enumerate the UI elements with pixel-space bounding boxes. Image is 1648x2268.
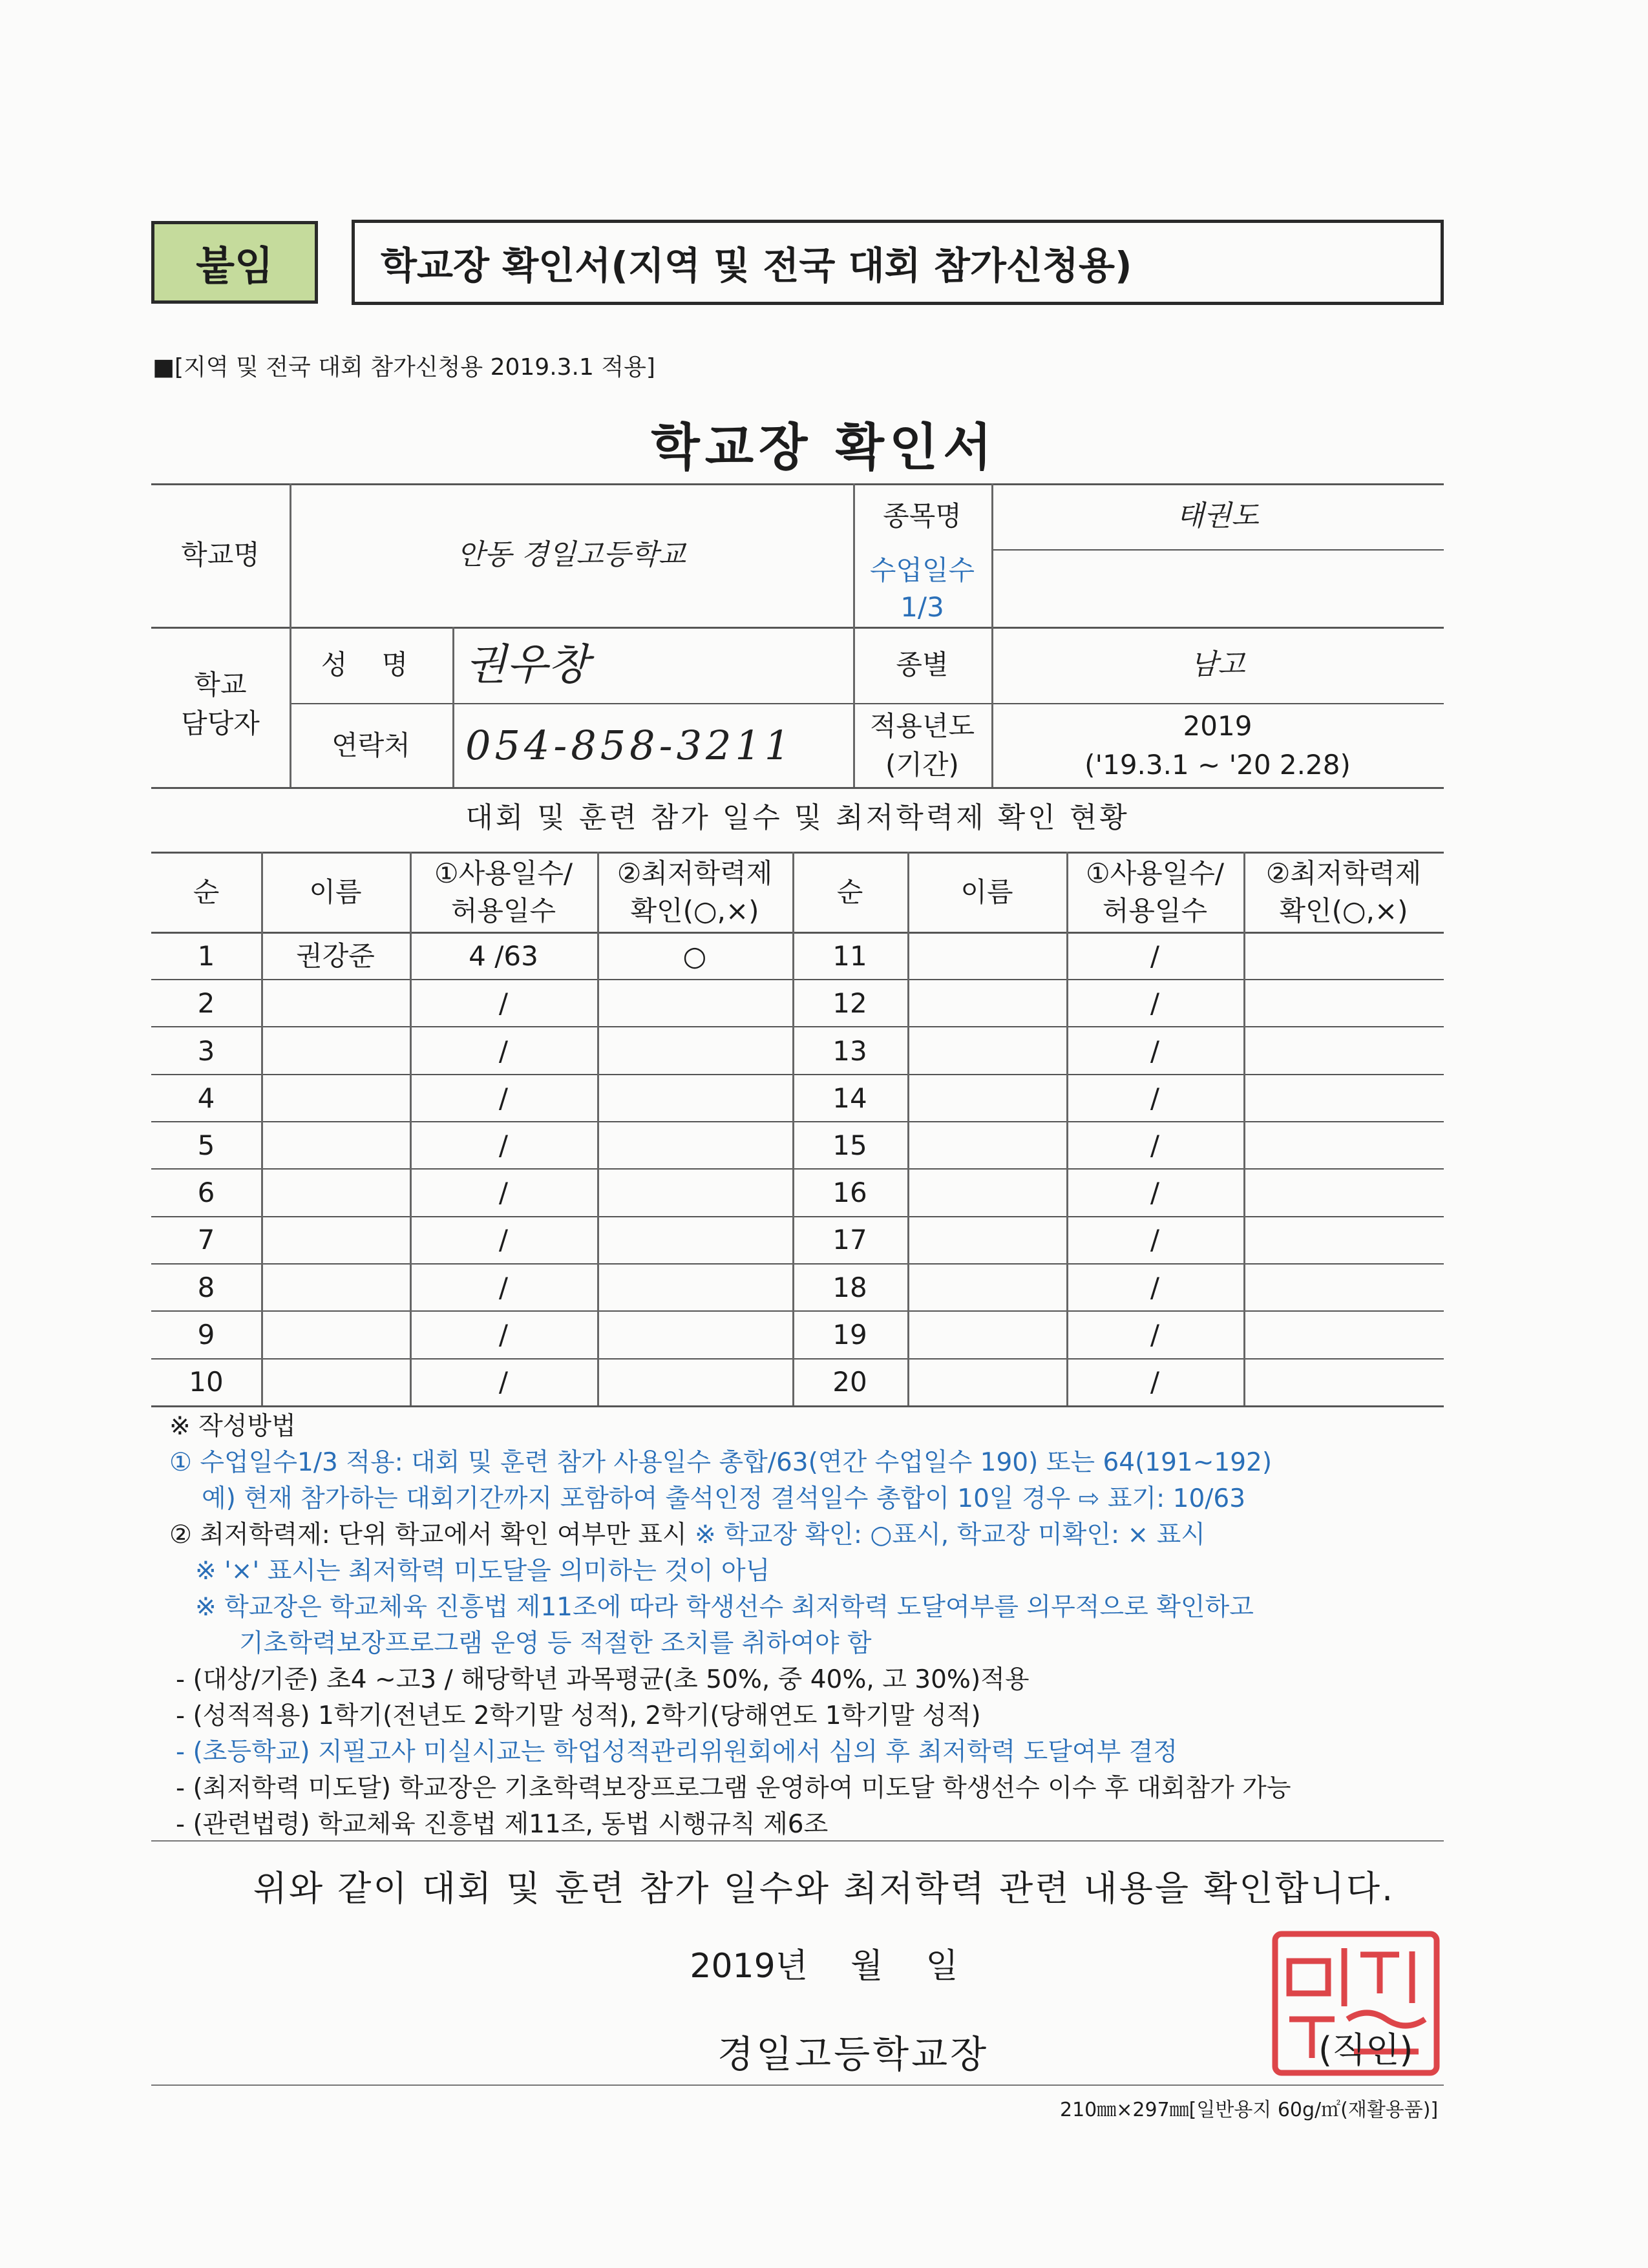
used-days: /	[1150, 1082, 1160, 1114]
row-number: 17	[832, 1224, 867, 1256]
note-2a	[169, 1517, 1291, 1553]
academic-check	[1243, 1122, 1444, 1170]
academic-check	[597, 980, 792, 1027]
row-number: 8	[197, 1271, 215, 1303]
header-check-1: ②최저학력제	[1265, 857, 1422, 889]
student-name	[907, 1075, 1066, 1122]
used-days: /	[1150, 1129, 1160, 1162]
used-days: /	[1150, 1271, 1160, 1303]
notes-heading: ※ 작성방법	[169, 1412, 296, 1441]
header-no: 순	[836, 876, 863, 908]
academic-check	[1243, 933, 1444, 980]
row-number: 6	[197, 1177, 215, 1209]
header-check-2: 확인(○,×)	[630, 894, 759, 927]
note-1a: ① 수업일수1/3 적용: 대회 및 훈련 참가 사용일수 총합/63(연간 수업일수 190) 또는 64(191~192)	[169, 1448, 1273, 1477]
academic-check	[1243, 1359, 1444, 1406]
academic-check	[1243, 980, 1444, 1027]
used-days: /	[498, 987, 509, 1020]
student-name	[261, 1264, 410, 1311]
used-days: /	[1150, 1366, 1160, 1398]
used-days: /	[498, 1366, 509, 1398]
note-2b: ※ '×' 표시는 최저학력 미도달을 의미하는 것이 아님	[195, 1557, 770, 1586]
sport-value: 태권도	[1176, 499, 1259, 533]
paper-spec: 210㎜×297㎜[일반용지 60g/㎡(재활용품)]	[1060, 2099, 1439, 2121]
table-caption: 대회 및 훈련 참가 일수 및 최저학력제 확인 현황	[465, 801, 1130, 835]
detail-5: - (관련법령) 학교체육 진흥법 제11조, 동법 시행규칙 제6조	[176, 1810, 829, 1839]
form-title: 학교장 확인서(지역 및 전국 대회 참가신청용)	[352, 220, 1444, 305]
used-days: /	[1150, 1034, 1160, 1067]
row-number: 13	[832, 1034, 867, 1067]
used-days: /	[498, 1177, 509, 1209]
student-name	[261, 980, 410, 1027]
student-name	[261, 1217, 410, 1264]
row-number: 14	[832, 1082, 867, 1114]
academic-check	[1243, 1075, 1444, 1122]
gender-value: 남고	[1190, 648, 1245, 682]
row-number: 9	[197, 1318, 215, 1350]
detail-3: - (초등학교) 지필고사 미실시교는 학업성적관리위원회에서 심의 후 최저학력 도달여부 결정	[176, 1738, 1178, 1767]
academic-check	[597, 1122, 792, 1170]
header-days-2: 허용일수	[1102, 894, 1208, 927]
header-days-2: 허용일수	[450, 894, 556, 927]
used-days: /	[1150, 1224, 1160, 1256]
sport-label: 종목명	[883, 499, 962, 532]
academic-check	[1243, 1027, 1444, 1075]
class-days-fraction: 1/3	[900, 591, 944, 623]
school-name-label: 학교명	[181, 538, 260, 571]
header-check-1: ②최저학력제	[617, 857, 773, 889]
student-name	[907, 1122, 1066, 1170]
row-number: 3	[197, 1034, 215, 1067]
class-days-label: 수업일수	[869, 554, 975, 586]
student-name	[907, 1217, 1066, 1264]
name-label: 성 명	[321, 648, 421, 680]
manager-label-1: 학교	[194, 668, 247, 700]
header-check-2: 확인(○,×)	[1279, 894, 1408, 927]
apply-period-label: (기간)	[885, 748, 959, 781]
contact-label: 연락처	[332, 729, 410, 761]
used-days: /	[1150, 987, 1160, 1020]
used-days: /	[498, 1082, 509, 1114]
form-subtitle: ■[지역 및 전국 대회 참가신청용 2019.3.1 적용]	[153, 354, 655, 381]
detail-2: - (성적적용) 1학기(전년도 2학기말 성적), 2학기(당해연도 1학기말 성적)	[176, 1701, 981, 1730]
row-number: 19	[832, 1318, 867, 1350]
row-number: 15	[832, 1129, 867, 1162]
row-number: 4	[197, 1082, 215, 1114]
academic-check	[597, 1075, 792, 1122]
apply-year-label: 적용년도	[869, 709, 975, 742]
student-name	[261, 1122, 410, 1170]
confirmation-statement: 위와 같이 대회 및 훈련 참가 일수와 최저학력 관련 내용을 확인합니다.	[253, 1868, 1395, 1909]
student-name	[907, 980, 1066, 1027]
used-days: /	[1150, 940, 1160, 972]
header-name: 이름	[309, 876, 362, 908]
student-name	[261, 1359, 410, 1406]
row-number: 20	[832, 1366, 867, 1398]
document-title: 학교장 확인서	[651, 419, 997, 477]
gender-label: 종별	[896, 648, 949, 680]
detail-1: - (대상/기준) 초4 ~고3 / 해당학년 과목평균(초 50%, 중 40%, 고 30%)적용	[176, 1665, 1030, 1694]
used-days: /	[1150, 1318, 1160, 1350]
used-days: /	[498, 1129, 509, 1162]
student-name	[261, 1075, 410, 1122]
student-name	[261, 1027, 410, 1075]
student-name	[907, 1027, 1066, 1075]
row-number: 16	[832, 1177, 867, 1209]
used-days: /	[498, 1224, 509, 1256]
notes-divider	[151, 1840, 1444, 1842]
footer-divider	[151, 2084, 1444, 2086]
principal-signature: 경일고등학교장	[717, 2032, 989, 2076]
academic-check	[597, 1264, 792, 1311]
student-name	[907, 1264, 1066, 1311]
header-days-1: ①사용일수/	[1085, 857, 1225, 889]
academic-check	[597, 1217, 792, 1264]
academic-check	[597, 1359, 792, 1406]
used-days: 4 /63	[469, 940, 538, 972]
detail-4: - (최저학력 미도달) 학교장은 기초학력보장프로그램 운영하여 미도달 학생선수 이수 후 대회참가 가능	[176, 1774, 1291, 1803]
student-name	[907, 1312, 1066, 1359]
official-seal-label: (직인)	[1318, 2030, 1413, 2070]
student-name	[907, 933, 1066, 980]
note-2c: ※ 학교장은 학교체육 진흥법 제11조에 따라 학생선수 최저학력 도달여부를 의무적으로 확인하고	[195, 1593, 1254, 1622]
used-days: /	[1150, 1177, 1160, 1209]
academic-check	[597, 1027, 792, 1075]
academic-check	[1243, 1217, 1444, 1264]
student-name	[261, 1312, 410, 1359]
student-name	[261, 1170, 410, 1217]
note-2a-text: ② 최저학력제: 단위 학교에서 확인 여부만 표시	[169, 1520, 695, 1549]
header-days-1: ①사용일수/	[434, 857, 573, 889]
apply-year-value: 2019	[1183, 709, 1252, 742]
manager-name-value: 권우창	[465, 640, 589, 690]
academic-check	[1243, 1264, 1444, 1311]
row-number: 18	[832, 1271, 867, 1303]
student-name	[907, 1359, 1066, 1406]
confirmation-date: 2019년 월 일	[690, 1947, 958, 1986]
header-no: 순	[193, 876, 220, 908]
used-days: /	[498, 1271, 509, 1303]
row-number: 10	[189, 1366, 224, 1398]
academic-check	[1243, 1312, 1444, 1359]
note-2d: 기초학력보장프로그램 운영 등 적절한 조치를 취하여야 함	[239, 1629, 872, 1658]
student-name: 권강준	[296, 940, 375, 972]
row-number: 1	[197, 940, 215, 972]
manager-label-2: 담당자	[181, 707, 260, 739]
contact-value: 054-858-3211	[465, 722, 794, 770]
used-days: /	[498, 1318, 509, 1350]
school-name-value: 안동 경일고등학교	[456, 538, 686, 572]
attachment-badge: 붙임	[151, 221, 318, 304]
note-1b: 예) 현재 참가하는 대회기간까지 포함하여 출석인정 결석일수 총합이 10일 경우 ⇨ 표기: 10/63	[202, 1484, 1246, 1513]
row-number: 12	[832, 987, 867, 1020]
academic-check	[597, 1312, 792, 1359]
academic-check: ○	[682, 940, 707, 972]
academic-check	[1243, 1170, 1444, 1217]
academic-check	[597, 1170, 792, 1217]
row-number: 2	[197, 987, 215, 1020]
row-number: 5	[197, 1129, 215, 1162]
note-2a-highlight: ※ 학교장 확인: ○표시, 학교장 미확인: × 표시	[695, 1520, 1205, 1549]
header-name: 이름	[960, 876, 1013, 908]
instructions	[169, 1409, 1291, 1843]
row-number: 7	[197, 1224, 215, 1256]
student-name	[907, 1170, 1066, 1217]
used-days: /	[498, 1034, 509, 1067]
apply-period-value: ('19.3.1 ~ '20 2.28)	[1084, 748, 1351, 781]
row-number: 11	[832, 940, 867, 972]
